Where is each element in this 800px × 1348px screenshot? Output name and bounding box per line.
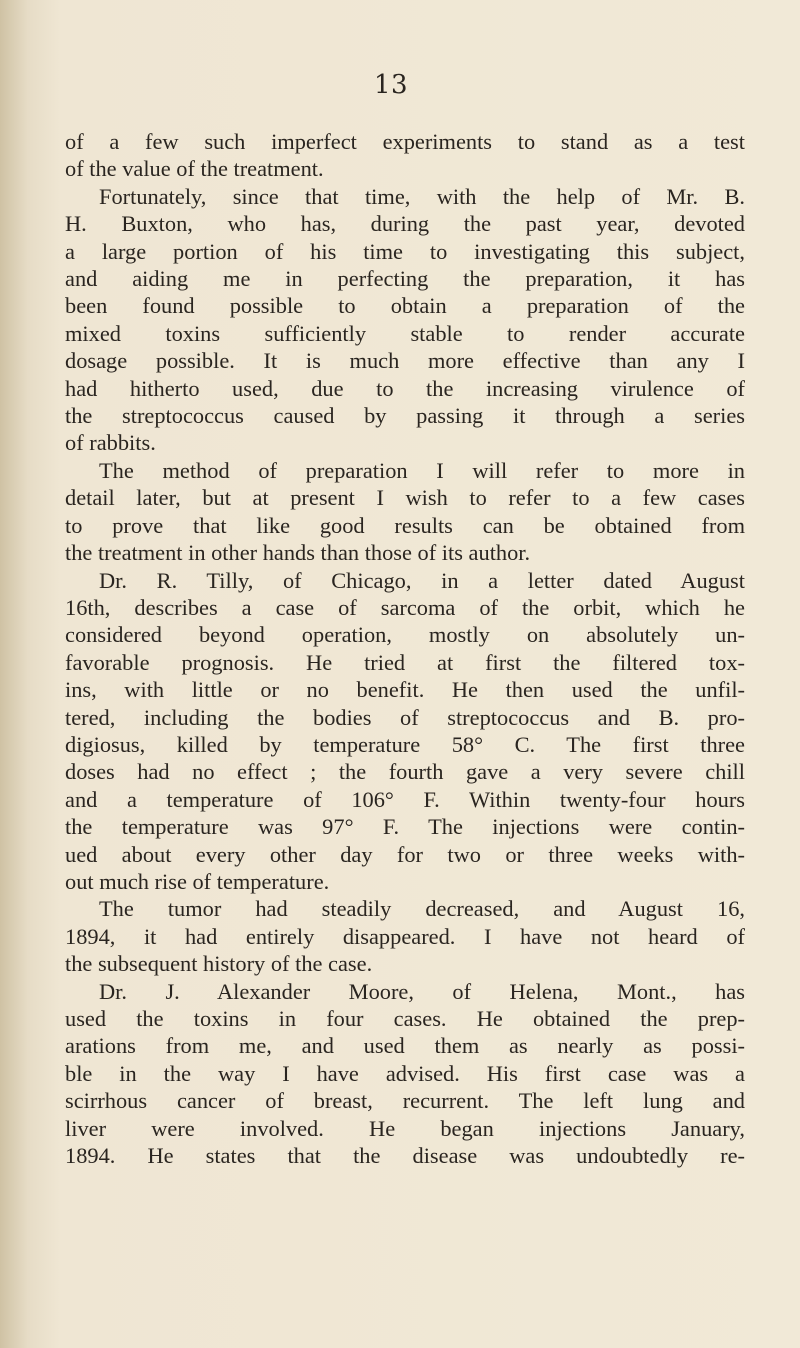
paragraph (65, 457, 745, 567)
text-line: The tumor had steadily decreased, and August 16, (99, 896, 745, 922)
paragraph (65, 895, 745, 977)
text-line: a large portion of his time to investigating this subject, (65, 238, 745, 264)
text-line: to prove that like good results can be obtained from (65, 512, 745, 538)
text-line: considered beyond operation, mostly on absolutely un- (65, 622, 745, 648)
paragraph (65, 978, 745, 1170)
text-line: H. Buxton, who has, during the past year, devoted (65, 211, 745, 237)
text-line: the streptococcus caused by passing it through a series (65, 403, 745, 429)
text-line: of rabbits. (65, 430, 156, 456)
text-line: ins, with little or no benefit. He then used the unfil- (65, 677, 745, 703)
text-line: scirrhous cancer of breast, recurrent. The left lung and (65, 1088, 745, 1114)
text-line: 16th, describes a case of sarcoma of the orbit, which he (65, 594, 745, 620)
text-line: detail later, but at present I wish to refer to a few cases (65, 485, 745, 511)
text-line: liver were involved. He began injections January, (65, 1115, 745, 1141)
text-line: Dr. J. Alexander Moore, of Helena, Mont., has (99, 978, 745, 1004)
text-line: arations from me, and used them as nearly as possi- (65, 1033, 745, 1059)
text-line: of the value of the treatment. (65, 156, 324, 182)
text-line: out much rise of temperature. (65, 868, 330, 894)
text-line: digiosus, killed by temperature 58° C. The first three (65, 731, 745, 757)
text-line: The method of preparation I will refer to more in (99, 457, 745, 483)
text-line: had hitherto used, due to the increasing virulence of (65, 375, 745, 401)
text-line: 1894, it had entirely disappeared. I have not heard of (65, 923, 745, 949)
text-line: ble in the way I have advised. His first case was a (65, 1060, 745, 1086)
text-line: doses had no effect ; the fourth gave a very severe chill (65, 759, 745, 785)
text-line: favorable prognosis. He tried at first the filtered tox- (65, 649, 745, 675)
page-number: 13 (374, 70, 409, 100)
body-text (65, 128, 745, 1169)
text-line: dosage possible. It is much more effective than any I (65, 348, 745, 374)
text-line: tered, including the bodies of streptococcus and B. pro- (65, 704, 745, 730)
text-line: the temperature was 97° F. The injections were contin- (65, 814, 745, 840)
paragraph (65, 183, 745, 457)
text-line: of a few such imperfect experiments to stand as a test (65, 129, 745, 154)
text-line: mixed toxins sufficiently stable to render accurate (65, 320, 745, 346)
paragraph (65, 567, 745, 896)
text-line: the treatment in other hands than those of its author. (65, 540, 531, 566)
text-line: Fortunately, since that time, with the help of Mr. B. (99, 183, 745, 209)
text-line: and aiding me in perfecting the preparation, it has (65, 266, 745, 292)
paragraph (65, 128, 745, 183)
text-line: Dr. R. Tilly, of Chicago, in a letter dated August (99, 567, 745, 593)
text-line: the subsequent history of the case. (65, 951, 373, 977)
text-line: ued about every other day for two or three weeks with- (65, 841, 745, 867)
text-line: 1894. He states that the disease was undoubtedly re- (65, 1143, 745, 1169)
text-line: been found possible to obtain a preparation of the (65, 293, 745, 319)
text-line: and a temperature of 106° F. Within twenty-four hours (65, 786, 745, 812)
text-line: used the toxins in four cases. He obtained the prep- (65, 1006, 745, 1031)
